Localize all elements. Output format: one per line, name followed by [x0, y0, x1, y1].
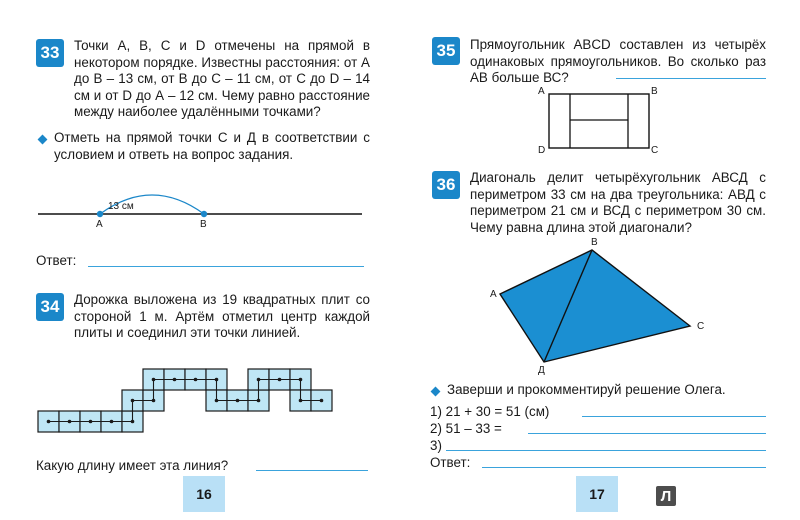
tile-center-dot [257, 378, 261, 382]
quad-label-d: Д [538, 365, 545, 376]
page-number-17: 17 [576, 476, 618, 512]
page-number-16: 16 [183, 476, 225, 512]
tile-center-dot [299, 378, 303, 382]
comment-line-1[interactable] [582, 416, 766, 417]
rect-label-d: D [538, 145, 546, 156]
tile-center-dot [47, 420, 51, 424]
tile-center-dot [236, 399, 240, 403]
answer-33-line[interactable] [88, 266, 364, 267]
quad-label-c: С [697, 321, 705, 332]
tile-center-dot [68, 420, 72, 424]
point-a-dot [97, 211, 103, 217]
problem-35-badge: 35 [432, 37, 460, 65]
rectangle-abcd-figure [548, 92, 650, 152]
tile-center-dot [320, 399, 324, 403]
tile-center-dot [215, 378, 219, 382]
quadrilateral-figure [480, 240, 720, 370]
rect-label-b: В [651, 86, 658, 97]
answer-33-label: Ответ: [36, 253, 77, 268]
point-b-label: В [200, 219, 207, 230]
tile-center-dot [215, 399, 219, 403]
problem-36-badge: 36 [432, 171, 460, 199]
tile-center-dot [110, 420, 114, 424]
tile-center-dot [131, 420, 135, 424]
comment-line-3[interactable] [446, 450, 766, 451]
tile-center-dot [173, 378, 177, 382]
problem-33-badge: 33 [36, 39, 64, 67]
answer-36-label: Ответ: [430, 455, 471, 470]
problem-33-task: Отметь на прямой точки С и Д в соответствии с условием и ответь на вопрос задания. [54, 130, 370, 162]
problem-34-text: Дорожка выложена из 19 квадратных плит со стороной 1 м. Артём отметил центр каждой плиты и соединил эти точки линией. [74, 292, 370, 341]
comment-line-2[interactable] [528, 433, 766, 434]
point-a-label: А [96, 219, 103, 230]
quad-label-b: В [591, 237, 598, 248]
quad-label-a: А [490, 289, 497, 300]
task-bullet-icon [38, 135, 48, 145]
tile-center-dot [152, 378, 156, 382]
problem-34-badge: 34 [36, 293, 64, 321]
answer-34-line[interactable] [256, 470, 368, 471]
tile-center-dot [278, 378, 282, 382]
tile-center-dot [89, 420, 93, 424]
tile-center-dot [257, 399, 261, 403]
problem-36-task: Заверши и прокомментируй решение Олега. [447, 382, 726, 397]
solution-step-2: 2) 51 – 33 = [430, 421, 502, 436]
tile-center-dot [299, 399, 303, 403]
problem-33-text: Точки А, В, С и D отмечены на прямой в некотором порядке. Известны расстояния: от А до В – 13 см, от В до С – 11 см, от С до D – 14 см и от D до А – 12 см. Чему равно расстояние между наиболее удалёнными точками? [74, 38, 370, 120]
answer-36-line[interactable] [482, 467, 766, 468]
rect-label-c: С [651, 145, 659, 156]
tile-center-dot [131, 399, 135, 403]
tile-center-dot [152, 399, 156, 403]
arc-distance-label: 13 см [108, 201, 134, 212]
tile-center-dot [194, 378, 198, 382]
rect-label-a: А [538, 86, 545, 97]
number-line-figure [36, 188, 366, 238]
publisher-logo: Л [656, 486, 676, 506]
answer-35-line[interactable] [616, 78, 766, 79]
solution-step-3: 3) [430, 438, 442, 453]
task-bullet-icon [431, 387, 441, 397]
problem-35-text: Прямоугольник ABCD составлен из четырёх одинаковых прямоугольников. Во сколько раз АВ больше ВС? [470, 37, 766, 86]
point-b-dot [201, 211, 207, 217]
problem-34-question: Какую длину имеет эта линия? [36, 458, 229, 473]
problem-36-text: Диагональ делит четырёхугольник АВСД с периметром 33 см на два треугольника: АВД с периметром 21 см и ВСД с периметром 30 см. Чему равна длина этой диагонали? [470, 170, 766, 235]
solution-step-1: 1) 21 + 30 = 51 (см) [430, 404, 550, 419]
path-tiles-figure [36, 366, 376, 442]
